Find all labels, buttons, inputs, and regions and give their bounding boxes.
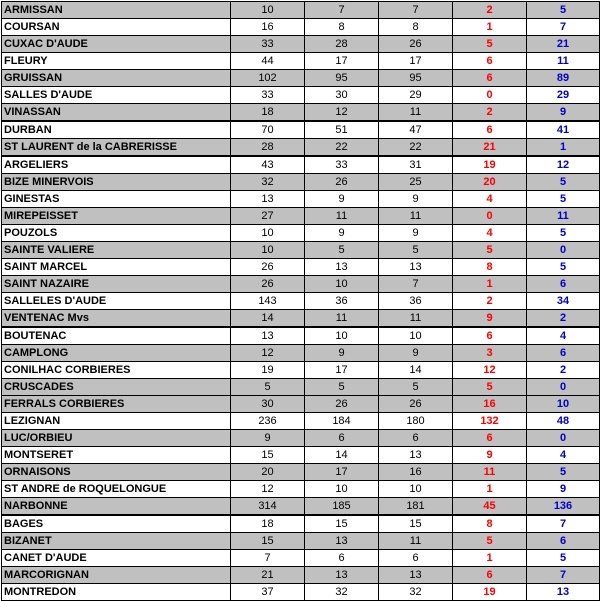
commune-name-cell: LUC/ORBIEU bbox=[2, 430, 231, 447]
value-2-cell: 12 bbox=[305, 104, 379, 122]
commune-name-cell: BIZANET bbox=[2, 533, 231, 550]
commune-results-table bbox=[1, 1, 600, 601]
table-row bbox=[2, 447, 600, 464]
commune-name-cell: CAMPLONG bbox=[2, 345, 231, 362]
table-row bbox=[2, 19, 600, 36]
table-row bbox=[2, 208, 600, 225]
table-row bbox=[2, 430, 600, 447]
commune-name-cell: BIZE MINERVOIS bbox=[2, 174, 231, 191]
value-4-cell: 1 bbox=[453, 19, 527, 36]
value-3-cell: 10 bbox=[379, 481, 453, 498]
value-4-cell: 5 bbox=[453, 242, 527, 259]
value-5-cell: 0 bbox=[527, 242, 600, 259]
value-5-cell: 9 bbox=[527, 481, 600, 498]
value-3-cell: 14 bbox=[379, 362, 453, 379]
value-3-cell: 7 bbox=[379, 2, 453, 19]
table-row bbox=[2, 362, 600, 379]
value-5-cell: 11 bbox=[527, 53, 600, 70]
table-row bbox=[2, 121, 600, 139]
value-1-cell: 26 bbox=[231, 259, 305, 276]
value-1-cell: 44 bbox=[231, 53, 305, 70]
value-5-cell: 5 bbox=[527, 464, 600, 481]
value-5-cell: 41 bbox=[527, 121, 600, 139]
value-2-cell: 185 bbox=[305, 498, 379, 516]
commune-name-cell: DURBAN bbox=[2, 121, 231, 139]
commune-name-cell: SALLELES D'AUDE bbox=[2, 293, 231, 310]
value-4-cell: 5 bbox=[453, 533, 527, 550]
value-3-cell: 11 bbox=[379, 533, 453, 550]
value-3-cell: 11 bbox=[379, 104, 453, 122]
value-2-cell: 6 bbox=[305, 430, 379, 447]
table-row bbox=[2, 191, 600, 208]
value-4-cell: 19 bbox=[453, 156, 527, 174]
value-1-cell: 32 bbox=[231, 174, 305, 191]
commune-name-cell: CONILHAC CORBIERES bbox=[2, 362, 231, 379]
value-1-cell: 10 bbox=[231, 2, 305, 19]
value-4-cell: 12 bbox=[453, 362, 527, 379]
value-2-cell: 10 bbox=[305, 276, 379, 293]
value-1-cell: 143 bbox=[231, 293, 305, 310]
commune-name-cell: SAINTE VALIERE bbox=[2, 242, 231, 259]
value-5-cell: 4 bbox=[527, 447, 600, 464]
value-5-cell: 9 bbox=[527, 104, 600, 122]
value-5-cell: 12 bbox=[527, 156, 600, 174]
table-row bbox=[2, 53, 600, 70]
value-4-cell: 6 bbox=[453, 53, 527, 70]
commune-name-cell: GINESTAS bbox=[2, 191, 231, 208]
value-3-cell: 181 bbox=[379, 498, 453, 516]
value-2-cell: 14 bbox=[305, 447, 379, 464]
value-4-cell: 1 bbox=[453, 481, 527, 498]
commune-name-cell: GRUISSAN bbox=[2, 70, 231, 87]
value-5-cell: 1 bbox=[527, 139, 600, 157]
value-5-cell: 4 bbox=[527, 327, 600, 345]
value-5-cell: 5 bbox=[527, 550, 600, 567]
value-1-cell: 15 bbox=[231, 447, 305, 464]
value-1-cell: 33 bbox=[231, 87, 305, 104]
table-row bbox=[2, 242, 600, 259]
value-2-cell: 6 bbox=[305, 550, 379, 567]
table-row bbox=[2, 481, 600, 498]
value-4-cell: 16 bbox=[453, 396, 527, 413]
value-4-cell: 1 bbox=[453, 550, 527, 567]
commune-name-cell: ST LAURENT de la CABRERISSE bbox=[2, 139, 231, 157]
value-2-cell: 95 bbox=[305, 70, 379, 87]
value-2-cell: 36 bbox=[305, 293, 379, 310]
value-5-cell: 21 bbox=[527, 36, 600, 53]
table-row bbox=[2, 345, 600, 362]
table-row bbox=[2, 276, 600, 293]
table-body bbox=[2, 2, 600, 601]
value-3-cell: 29 bbox=[379, 87, 453, 104]
table-row bbox=[2, 156, 600, 174]
value-4-cell: 2 bbox=[453, 2, 527, 19]
value-3-cell: 26 bbox=[379, 36, 453, 53]
commune-name-cell: SAINT MARCEL bbox=[2, 259, 231, 276]
value-2-cell: 9 bbox=[305, 191, 379, 208]
value-3-cell: 36 bbox=[379, 293, 453, 310]
value-5-cell: 34 bbox=[527, 293, 600, 310]
value-3-cell: 11 bbox=[379, 208, 453, 225]
value-5-cell: 29 bbox=[527, 87, 600, 104]
table-row bbox=[2, 584, 600, 601]
table-row bbox=[2, 533, 600, 550]
commune-name-cell: ST ANDRE de ROQUELONGUE bbox=[2, 481, 231, 498]
commune-name-cell: BAGES bbox=[2, 515, 231, 533]
value-3-cell: 25 bbox=[379, 174, 453, 191]
value-3-cell: 7 bbox=[379, 276, 453, 293]
value-4-cell: 6 bbox=[453, 567, 527, 584]
table-row bbox=[2, 464, 600, 481]
value-3-cell: 13 bbox=[379, 259, 453, 276]
value-5-cell: 5 bbox=[527, 2, 600, 19]
value-1-cell: 15 bbox=[231, 533, 305, 550]
value-5-cell: 6 bbox=[527, 345, 600, 362]
commune-name-cell: CANET D'AUDE bbox=[2, 550, 231, 567]
value-4-cell: 5 bbox=[453, 36, 527, 53]
value-4-cell: 2 bbox=[453, 104, 527, 122]
value-2-cell: 17 bbox=[305, 362, 379, 379]
commune-name-cell: SAINT NAZAIRE bbox=[2, 276, 231, 293]
value-5-cell: 13 bbox=[527, 584, 600, 601]
value-1-cell: 43 bbox=[231, 156, 305, 174]
value-2-cell: 11 bbox=[305, 208, 379, 225]
value-5-cell: 0 bbox=[527, 430, 600, 447]
value-2-cell: 184 bbox=[305, 413, 379, 430]
value-1-cell: 314 bbox=[231, 498, 305, 516]
value-2-cell: 13 bbox=[305, 259, 379, 276]
value-5-cell: 7 bbox=[527, 567, 600, 584]
value-5-cell: 0 bbox=[527, 379, 600, 396]
value-4-cell: 8 bbox=[453, 259, 527, 276]
value-4-cell: 21 bbox=[453, 139, 527, 157]
value-5-cell: 5 bbox=[527, 225, 600, 242]
value-3-cell: 9 bbox=[379, 345, 453, 362]
value-1-cell: 28 bbox=[231, 139, 305, 157]
value-5-cell: 11 bbox=[527, 208, 600, 225]
table-row bbox=[2, 550, 600, 567]
value-5-cell: 5 bbox=[527, 259, 600, 276]
commune-name-cell: SALLES D'AUDE bbox=[2, 87, 231, 104]
value-3-cell: 9 bbox=[379, 225, 453, 242]
value-1-cell: 13 bbox=[231, 327, 305, 345]
value-1-cell: 12 bbox=[231, 345, 305, 362]
value-3-cell: 10 bbox=[379, 327, 453, 345]
value-2-cell: 8 bbox=[305, 19, 379, 36]
value-2-cell: 26 bbox=[305, 174, 379, 191]
value-3-cell: 13 bbox=[379, 447, 453, 464]
commune-name-cell: COURSAN bbox=[2, 19, 231, 36]
table-row bbox=[2, 396, 600, 413]
table-row bbox=[2, 2, 600, 19]
value-2-cell: 15 bbox=[305, 515, 379, 533]
value-2-cell: 17 bbox=[305, 464, 379, 481]
value-1-cell: 30 bbox=[231, 396, 305, 413]
value-4-cell: 132 bbox=[453, 413, 527, 430]
value-1-cell: 33 bbox=[231, 36, 305, 53]
commune-name-cell: VINASSAN bbox=[2, 104, 231, 122]
value-4-cell: 2 bbox=[453, 293, 527, 310]
value-4-cell: 6 bbox=[453, 121, 527, 139]
table-row bbox=[2, 225, 600, 242]
value-2-cell: 28 bbox=[305, 36, 379, 53]
commune-name-cell: ARMISSAN bbox=[2, 2, 231, 19]
value-1-cell: 20 bbox=[231, 464, 305, 481]
commune-name-cell: LEZIGNAN bbox=[2, 413, 231, 430]
value-4-cell: 8 bbox=[453, 515, 527, 533]
value-1-cell: 10 bbox=[231, 225, 305, 242]
value-3-cell: 95 bbox=[379, 70, 453, 87]
value-3-cell: 6 bbox=[379, 550, 453, 567]
commune-name-cell: VENTENAC Mvs bbox=[2, 310, 231, 328]
value-5-cell: 2 bbox=[527, 362, 600, 379]
commune-name-cell: ORNAISONS bbox=[2, 464, 231, 481]
value-1-cell: 26 bbox=[231, 276, 305, 293]
value-5-cell: 89 bbox=[527, 70, 600, 87]
table-row bbox=[2, 413, 600, 430]
value-1-cell: 37 bbox=[231, 584, 305, 601]
value-2-cell: 13 bbox=[305, 533, 379, 550]
value-5-cell: 7 bbox=[527, 19, 600, 36]
value-4-cell: 1 bbox=[453, 276, 527, 293]
value-3-cell: 8 bbox=[379, 19, 453, 36]
value-4-cell: 45 bbox=[453, 498, 527, 516]
value-1-cell: 70 bbox=[231, 121, 305, 139]
commune-name-cell: MONTREDON bbox=[2, 584, 231, 601]
value-5-cell: 5 bbox=[527, 191, 600, 208]
table-row bbox=[2, 174, 600, 191]
value-3-cell: 22 bbox=[379, 139, 453, 157]
value-3-cell: 5 bbox=[379, 242, 453, 259]
commune-name-cell: POUZOLS bbox=[2, 225, 231, 242]
value-4-cell: 9 bbox=[453, 447, 527, 464]
value-4-cell: 11 bbox=[453, 464, 527, 481]
value-3-cell: 26 bbox=[379, 396, 453, 413]
value-3-cell: 47 bbox=[379, 121, 453, 139]
value-4-cell: 6 bbox=[453, 327, 527, 345]
value-2-cell: 10 bbox=[305, 327, 379, 345]
value-4-cell: 9 bbox=[453, 310, 527, 328]
value-5-cell: 136 bbox=[527, 498, 600, 516]
value-4-cell: 6 bbox=[453, 70, 527, 87]
value-2-cell: 5 bbox=[305, 379, 379, 396]
value-1-cell: 5 bbox=[231, 379, 305, 396]
value-4-cell: 20 bbox=[453, 174, 527, 191]
value-2-cell: 7 bbox=[305, 2, 379, 19]
table-row bbox=[2, 379, 600, 396]
value-1-cell: 19 bbox=[231, 362, 305, 379]
table-row bbox=[2, 259, 600, 276]
table-row bbox=[2, 36, 600, 53]
value-1-cell: 102 bbox=[231, 70, 305, 87]
value-4-cell: 4 bbox=[453, 225, 527, 242]
commune-name-cell: MONTSERET bbox=[2, 447, 231, 464]
value-3-cell: 17 bbox=[379, 53, 453, 70]
value-4-cell: 19 bbox=[453, 584, 527, 601]
value-3-cell: 31 bbox=[379, 156, 453, 174]
value-2-cell: 32 bbox=[305, 584, 379, 601]
value-1-cell: 18 bbox=[231, 515, 305, 533]
value-2-cell: 17 bbox=[305, 53, 379, 70]
value-3-cell: 5 bbox=[379, 379, 453, 396]
commune-name-cell: FLEURY bbox=[2, 53, 231, 70]
commune-name-cell: FERRALS CORBIERES bbox=[2, 396, 231, 413]
value-2-cell: 33 bbox=[305, 156, 379, 174]
value-3-cell: 15 bbox=[379, 515, 453, 533]
value-3-cell: 6 bbox=[379, 430, 453, 447]
value-1-cell: 21 bbox=[231, 567, 305, 584]
value-1-cell: 18 bbox=[231, 104, 305, 122]
value-1-cell: 14 bbox=[231, 310, 305, 328]
value-5-cell: 6 bbox=[527, 276, 600, 293]
value-1-cell: 9 bbox=[231, 430, 305, 447]
value-3-cell: 32 bbox=[379, 584, 453, 601]
commune-name-cell: CRUSCADES bbox=[2, 379, 231, 396]
value-2-cell: 9 bbox=[305, 225, 379, 242]
value-2-cell: 26 bbox=[305, 396, 379, 413]
value-1-cell: 27 bbox=[231, 208, 305, 225]
value-2-cell: 10 bbox=[305, 481, 379, 498]
value-4-cell: 5 bbox=[453, 379, 527, 396]
commune-name-cell: NARBONNE bbox=[2, 498, 231, 516]
value-3-cell: 180 bbox=[379, 413, 453, 430]
value-3-cell: 13 bbox=[379, 567, 453, 584]
value-2-cell: 13 bbox=[305, 567, 379, 584]
commune-name-cell: CUXAC D'AUDE bbox=[2, 36, 231, 53]
table-row bbox=[2, 293, 600, 310]
value-2-cell: 9 bbox=[305, 345, 379, 362]
table-row bbox=[2, 567, 600, 584]
table-row bbox=[2, 310, 600, 328]
value-2-cell: 11 bbox=[305, 310, 379, 328]
value-5-cell: 48 bbox=[527, 413, 600, 430]
value-2-cell: 22 bbox=[305, 139, 379, 157]
value-1-cell: 12 bbox=[231, 481, 305, 498]
value-2-cell: 5 bbox=[305, 242, 379, 259]
value-3-cell: 9 bbox=[379, 191, 453, 208]
table-row bbox=[2, 87, 600, 104]
value-5-cell: 10 bbox=[527, 396, 600, 413]
value-5-cell: 6 bbox=[527, 533, 600, 550]
table-row bbox=[2, 139, 600, 157]
value-2-cell: 51 bbox=[305, 121, 379, 139]
table-row bbox=[2, 104, 600, 122]
commune-name-cell: ARGELIERS bbox=[2, 156, 231, 174]
commune-name-cell: MARCORIGNAN bbox=[2, 567, 231, 584]
value-5-cell: 5 bbox=[527, 174, 600, 191]
table-row bbox=[2, 70, 600, 87]
value-5-cell: 7 bbox=[527, 515, 600, 533]
commune-name-cell: MIREPEISSET bbox=[2, 208, 231, 225]
value-2-cell: 30 bbox=[305, 87, 379, 104]
value-4-cell: 3 bbox=[453, 345, 527, 362]
value-5-cell: 2 bbox=[527, 310, 600, 328]
value-4-cell: 0 bbox=[453, 87, 527, 104]
value-1-cell: 10 bbox=[231, 242, 305, 259]
value-4-cell: 0 bbox=[453, 208, 527, 225]
table-row bbox=[2, 327, 600, 345]
value-4-cell: 4 bbox=[453, 191, 527, 208]
table-row bbox=[2, 498, 600, 516]
value-1-cell: 7 bbox=[231, 550, 305, 567]
value-4-cell: 6 bbox=[453, 430, 527, 447]
value-1-cell: 236 bbox=[231, 413, 305, 430]
value-1-cell: 13 bbox=[231, 191, 305, 208]
commune-name-cell: BOUTENAC bbox=[2, 327, 231, 345]
value-3-cell: 11 bbox=[379, 310, 453, 328]
value-1-cell: 16 bbox=[231, 19, 305, 36]
value-3-cell: 16 bbox=[379, 464, 453, 481]
